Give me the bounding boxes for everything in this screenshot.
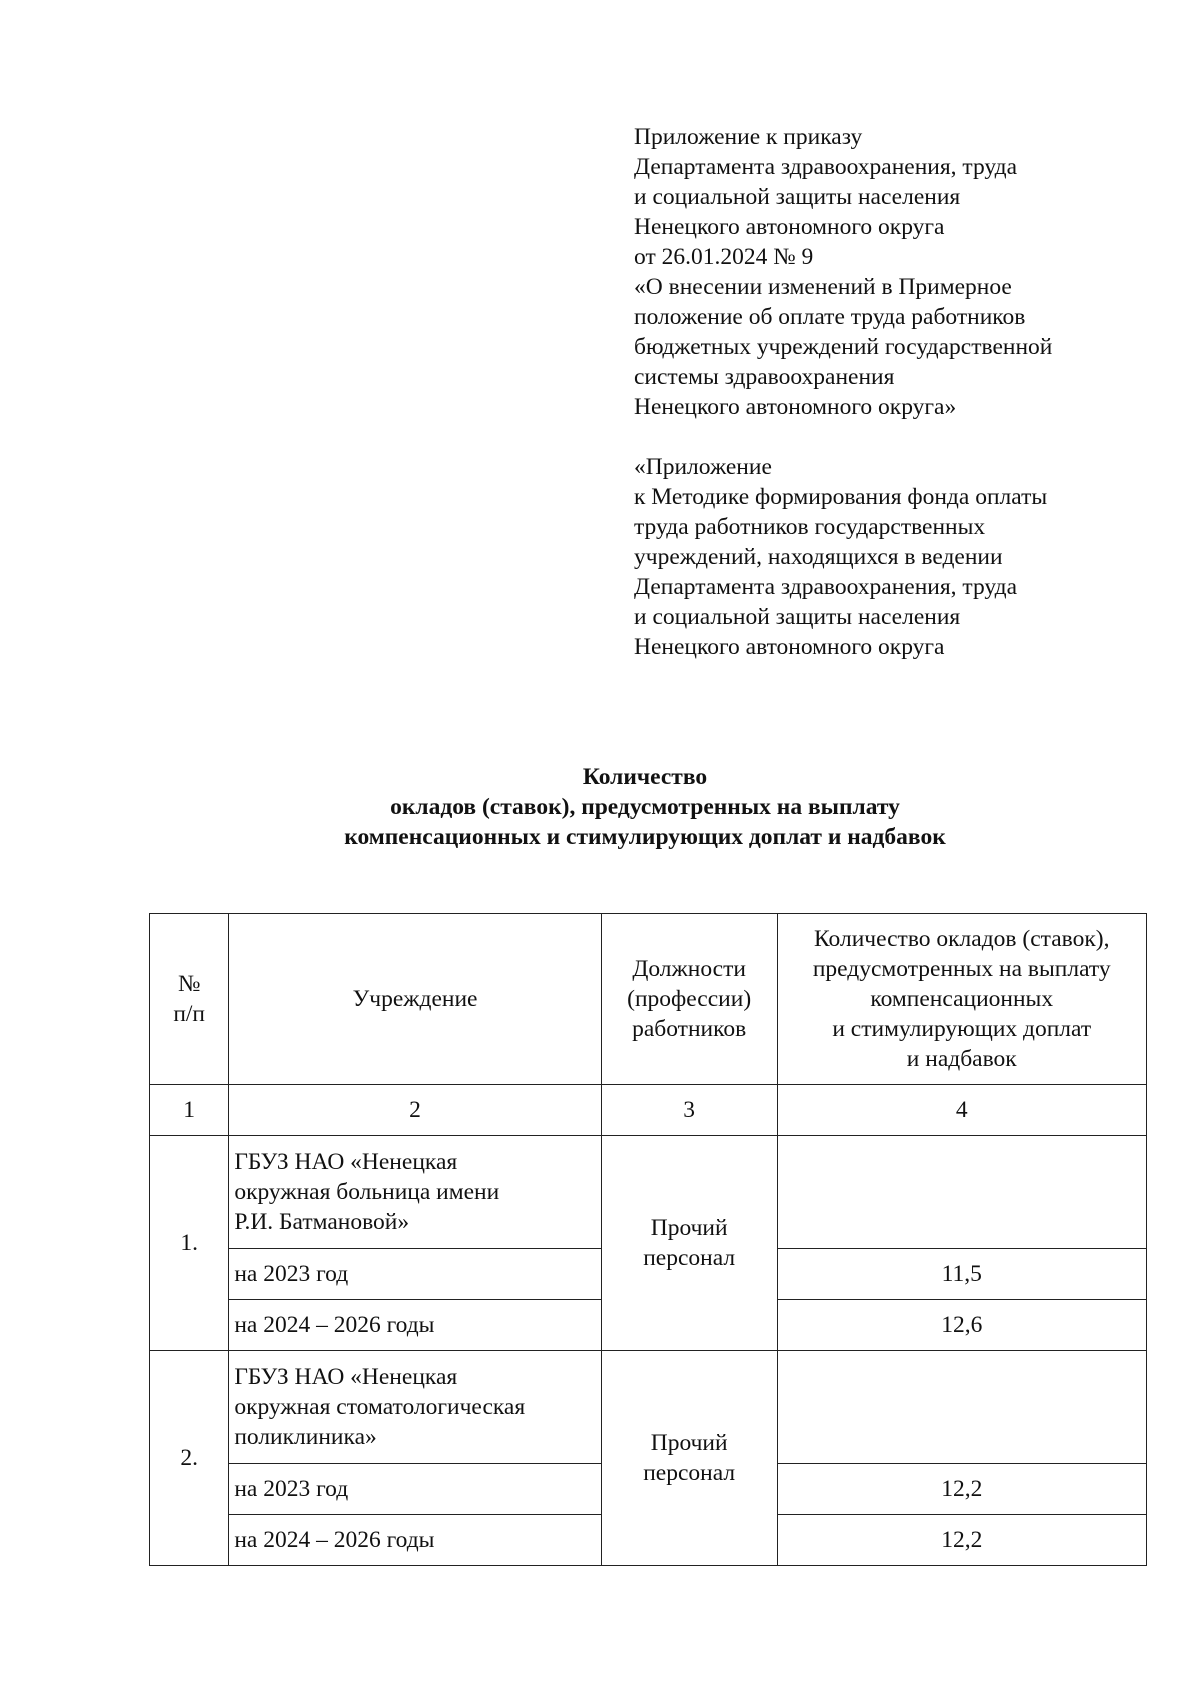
- empty-value-cell: [777, 1351, 1147, 1464]
- spacer: [634, 422, 1154, 452]
- institution-line: ГБУЗ НАО «Ненецкая: [234, 1364, 458, 1390]
- institution-cell: [229, 1351, 601, 1464]
- methodology-line: Департамента здравоохранения, труда: [634, 574, 1018, 600]
- salary-rates-table: [149, 913, 1147, 1566]
- table-header-row: [150, 914, 1147, 1085]
- appendix-line: Департамента здравоохранения, труда: [634, 154, 1018, 180]
- rate-value: 12,2: [777, 1464, 1147, 1515]
- appendix-line: от 26.01.2024 № 9: [634, 244, 814, 270]
- column-number-row: [150, 1085, 1147, 1136]
- row-num: 1.: [150, 1136, 229, 1351]
- methodology-line: «Приложение: [634, 454, 772, 480]
- rate-value: 11,5: [777, 1249, 1147, 1300]
- header-count: [777, 914, 1147, 1085]
- appendix-line: системы здравоохранения: [634, 364, 895, 390]
- header-count-line: Количество окладов (ставок),: [814, 926, 1110, 952]
- header-positions-line: Должности: [632, 956, 746, 982]
- position-line: персонал: [643, 1460, 736, 1486]
- methodology-line: к Методике формирования фонда оплаты: [634, 484, 1048, 510]
- column-number: 2: [229, 1085, 601, 1136]
- header-num-line: №: [177, 971, 201, 997]
- empty-value-cell: [777, 1136, 1147, 1249]
- table-row: [150, 1351, 1147, 1464]
- year-label: на 2023 год: [229, 1464, 601, 1515]
- methodology-line: труда работников государственных: [634, 514, 986, 540]
- appendix-line: Ненецкого автономного округа»: [634, 394, 957, 420]
- institution-cell: [229, 1136, 601, 1249]
- position-cell: [601, 1136, 777, 1351]
- rate-value: 12,2: [777, 1515, 1147, 1566]
- column-number: 3: [601, 1085, 777, 1136]
- appendix-line: положение об оплате труда работников: [634, 304, 1026, 330]
- appendix-line: Ненецкого автономного округа: [634, 214, 945, 240]
- institution-line: окружная стоматологическая: [234, 1394, 526, 1420]
- appendix-block: [634, 122, 1154, 662]
- column-number: 4: [777, 1085, 1147, 1136]
- title-line: окладов (ставок), предусмотренных на выплату: [390, 794, 900, 820]
- appendix-line: бюджетных учреждений государственной: [634, 334, 1053, 360]
- year-label: на 2024 – 2026 годы: [229, 1515, 601, 1566]
- institution-line: окружная больница имени: [234, 1179, 500, 1205]
- title-line: Количество: [582, 764, 708, 790]
- column-number: 1: [150, 1085, 229, 1136]
- title-line: компенсационных и стимулирующих доплат и надбавок: [344, 824, 946, 850]
- header-positions-line: (профессии): [627, 986, 752, 1012]
- header-count-line: и надбавок: [906, 1046, 1017, 1072]
- position-line: Прочий: [650, 1430, 728, 1456]
- methodology-line: и социальной защиты населения: [634, 604, 961, 630]
- position-line: Прочий: [650, 1215, 728, 1241]
- position-cell: [601, 1351, 777, 1566]
- document-title: [150, 762, 1140, 852]
- table-row: [150, 1136, 1147, 1249]
- header-num-line: п/п: [173, 1001, 205, 1027]
- appendix-line: и социальной защиты населения: [634, 184, 961, 210]
- position-line: персонал: [643, 1245, 736, 1271]
- header-count-line: компенсационных: [870, 986, 1054, 1012]
- row-num: 2.: [150, 1351, 229, 1566]
- appendix-line: «О внесении изменений в Примерное: [634, 274, 1012, 300]
- year-label: на 2023 год: [229, 1249, 601, 1300]
- header-num: [150, 914, 229, 1085]
- header-positions-line: работников: [632, 1016, 747, 1042]
- header-count-line: и стимулирующих доплат: [832, 1016, 1092, 1042]
- institution-line: ГБУЗ НАО «Ненецкая: [234, 1149, 458, 1175]
- institution-line: поликлиника»: [234, 1424, 377, 1450]
- methodology-line: учреждений, находящихся в ведении: [634, 544, 1003, 570]
- year-label: на 2024 – 2026 годы: [229, 1300, 601, 1351]
- header-institution: Учреждение: [229, 914, 601, 1085]
- appendix-line: Приложение к приказу: [634, 124, 863, 150]
- methodology-line: Ненецкого автономного округа: [634, 634, 945, 660]
- header-count-line: предусмотренных на выплату: [812, 956, 1111, 982]
- header-positions: [601, 914, 777, 1085]
- rate-value: 12,6: [777, 1300, 1147, 1351]
- institution-line: Р.И. Батмановой»: [234, 1209, 410, 1235]
